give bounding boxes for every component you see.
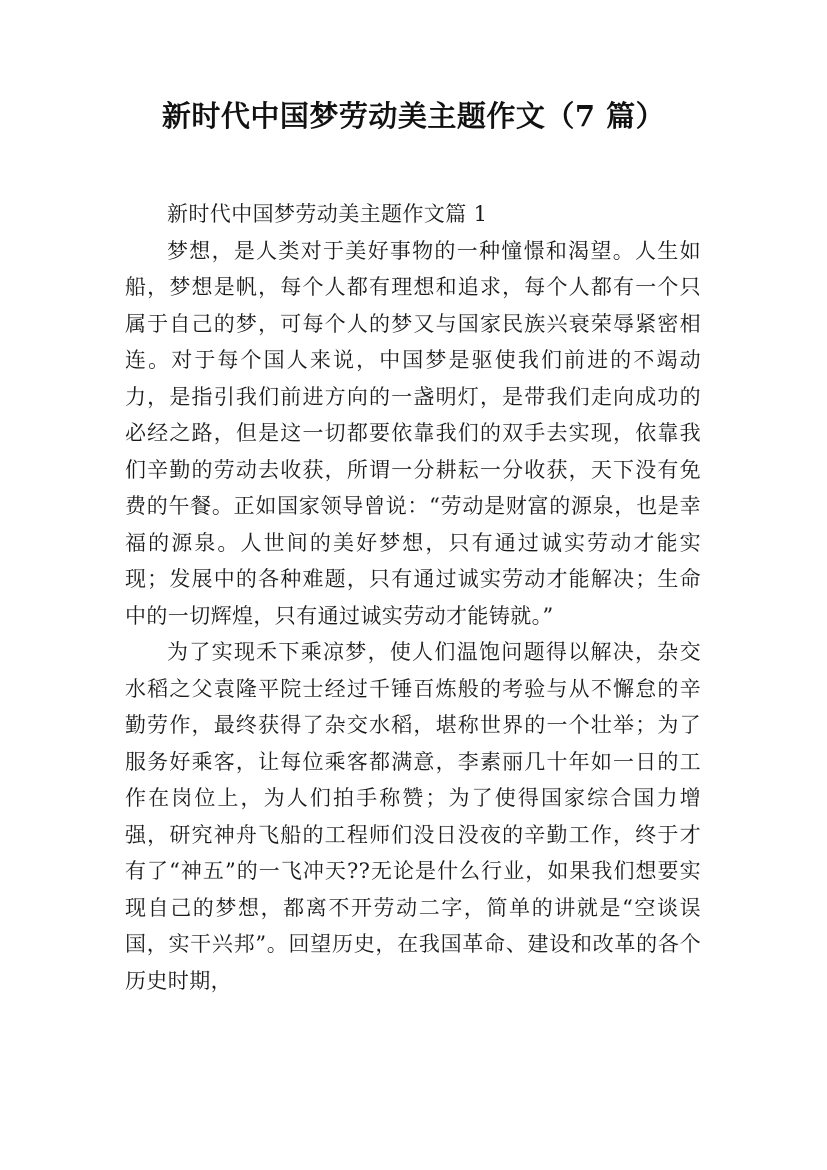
paragraph-1: 梦想，是人类对于美好事物的一种憧憬和渴望。人生如船，梦想是帆，每个人都有理想和追求，每个人都有一个只属于自己的梦，可每个人的梦又与国家民族兴衰荣辱紧密相连。对于每个国人来说，中国梦是驱使我们前进的不竭动力，是指引我们前进方向的一盏明灯，是带我们走向成功的必经之路，但是这一切都要依靠我们的双手去实现，依靠我们辛勤的劳动去收获，所谓一分耕耘一分收获，天下没有免费的午餐。正如国家领导曾说：“劳动是财富的源泉，也是幸福的源泉。人世间的美好梦想，只有通过诚实劳动才能实现；发展中的各种难题，只有通过诚实劳动才能解决；生命中的一切辉煌，只有通过诚实劳动才能铸就。” bbox=[125, 238, 701, 628]
section-heading: 新时代中国梦劳动美主题作文篇 1 bbox=[167, 202, 488, 226]
document-body bbox=[125, 196, 701, 999]
paragraph-2: 为了实现禾下乘凉梦，使人们温饱问题得以解决，杂交水稻之父袁隆平院士经过千锤百炼般的考验与从不懈怠的辛勤劳作，最终获得了杂交水稻，堪称世界的一个壮举；为了服务好乘客，让每位乘客都满意，李素丽几十年如一日的工作在岗位上，为人们拍手称赞；为了使得国家综合国力增强，研究神舟飞船的工程师们没日没夜的辛勤工作，终于才有了“神五”的一飞冲天??无论是什么行业，如果我们想要实现自己的梦想，都离不开劳动二字，简单的讲就是“空谈误国，实干兴邦”。回望历史，在我国革命、建设和改革的各个历史时期， bbox=[125, 640, 701, 993]
document-title: 新时代中国梦劳动美主题作文（7 篇） bbox=[161, 99, 666, 133]
